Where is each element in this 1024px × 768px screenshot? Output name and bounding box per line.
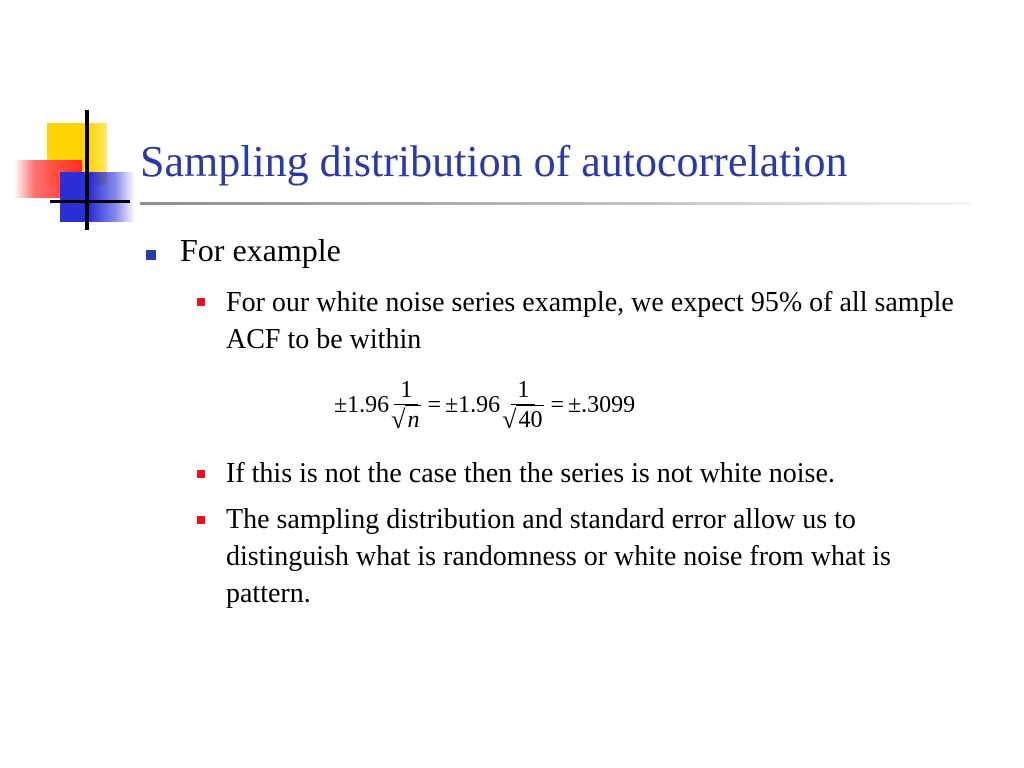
formula-result: ±.3099 [568,391,636,418]
bullet-level1-text: For example [180,232,341,268]
logo-blue-square [60,172,135,222]
bullet-square-icon [197,516,205,524]
slide-title: Sampling distribution of autocorrelation [140,137,848,186]
sqrt-icon: √ [391,405,406,434]
bullet-level2-text: If this is not the case then the series is not white noise. [226,458,835,489]
formula-frac2-denominator: 40 [518,407,543,433]
title-divider [140,202,970,205]
formula-fraction-2 [502,376,544,434]
bullet-level2-text: For our white noise series example, we expect 95% of all sample ACF to be within [226,287,954,355]
formula-frac1-numerator: 1 [394,376,418,405]
formula-frac1-denominator: n [407,407,420,433]
formula-equals: = [550,391,564,418]
formula-equals: = [427,391,441,418]
formula-frac2-numerator: 1 [511,376,535,405]
bullet-level2-text: The sampling distribution and standard error allow us to distinguish what is randomness or white noise from what is pattern. [226,504,891,609]
formula-lead: ±1.96 [334,391,390,418]
bullet-square-icon [146,250,156,260]
formula-mid: ±1.96 [445,391,501,418]
formula-fraction-1 [391,376,421,434]
bullet-square-icon [197,298,205,306]
slide-logo-decoration [0,0,150,240]
sqrt-icon: √ [502,405,517,434]
logo-horizontal-line [50,200,130,203]
acf-bounds-formula [334,370,635,440]
logo-vertical-line [85,110,89,230]
bullet-square-icon [197,470,205,478]
